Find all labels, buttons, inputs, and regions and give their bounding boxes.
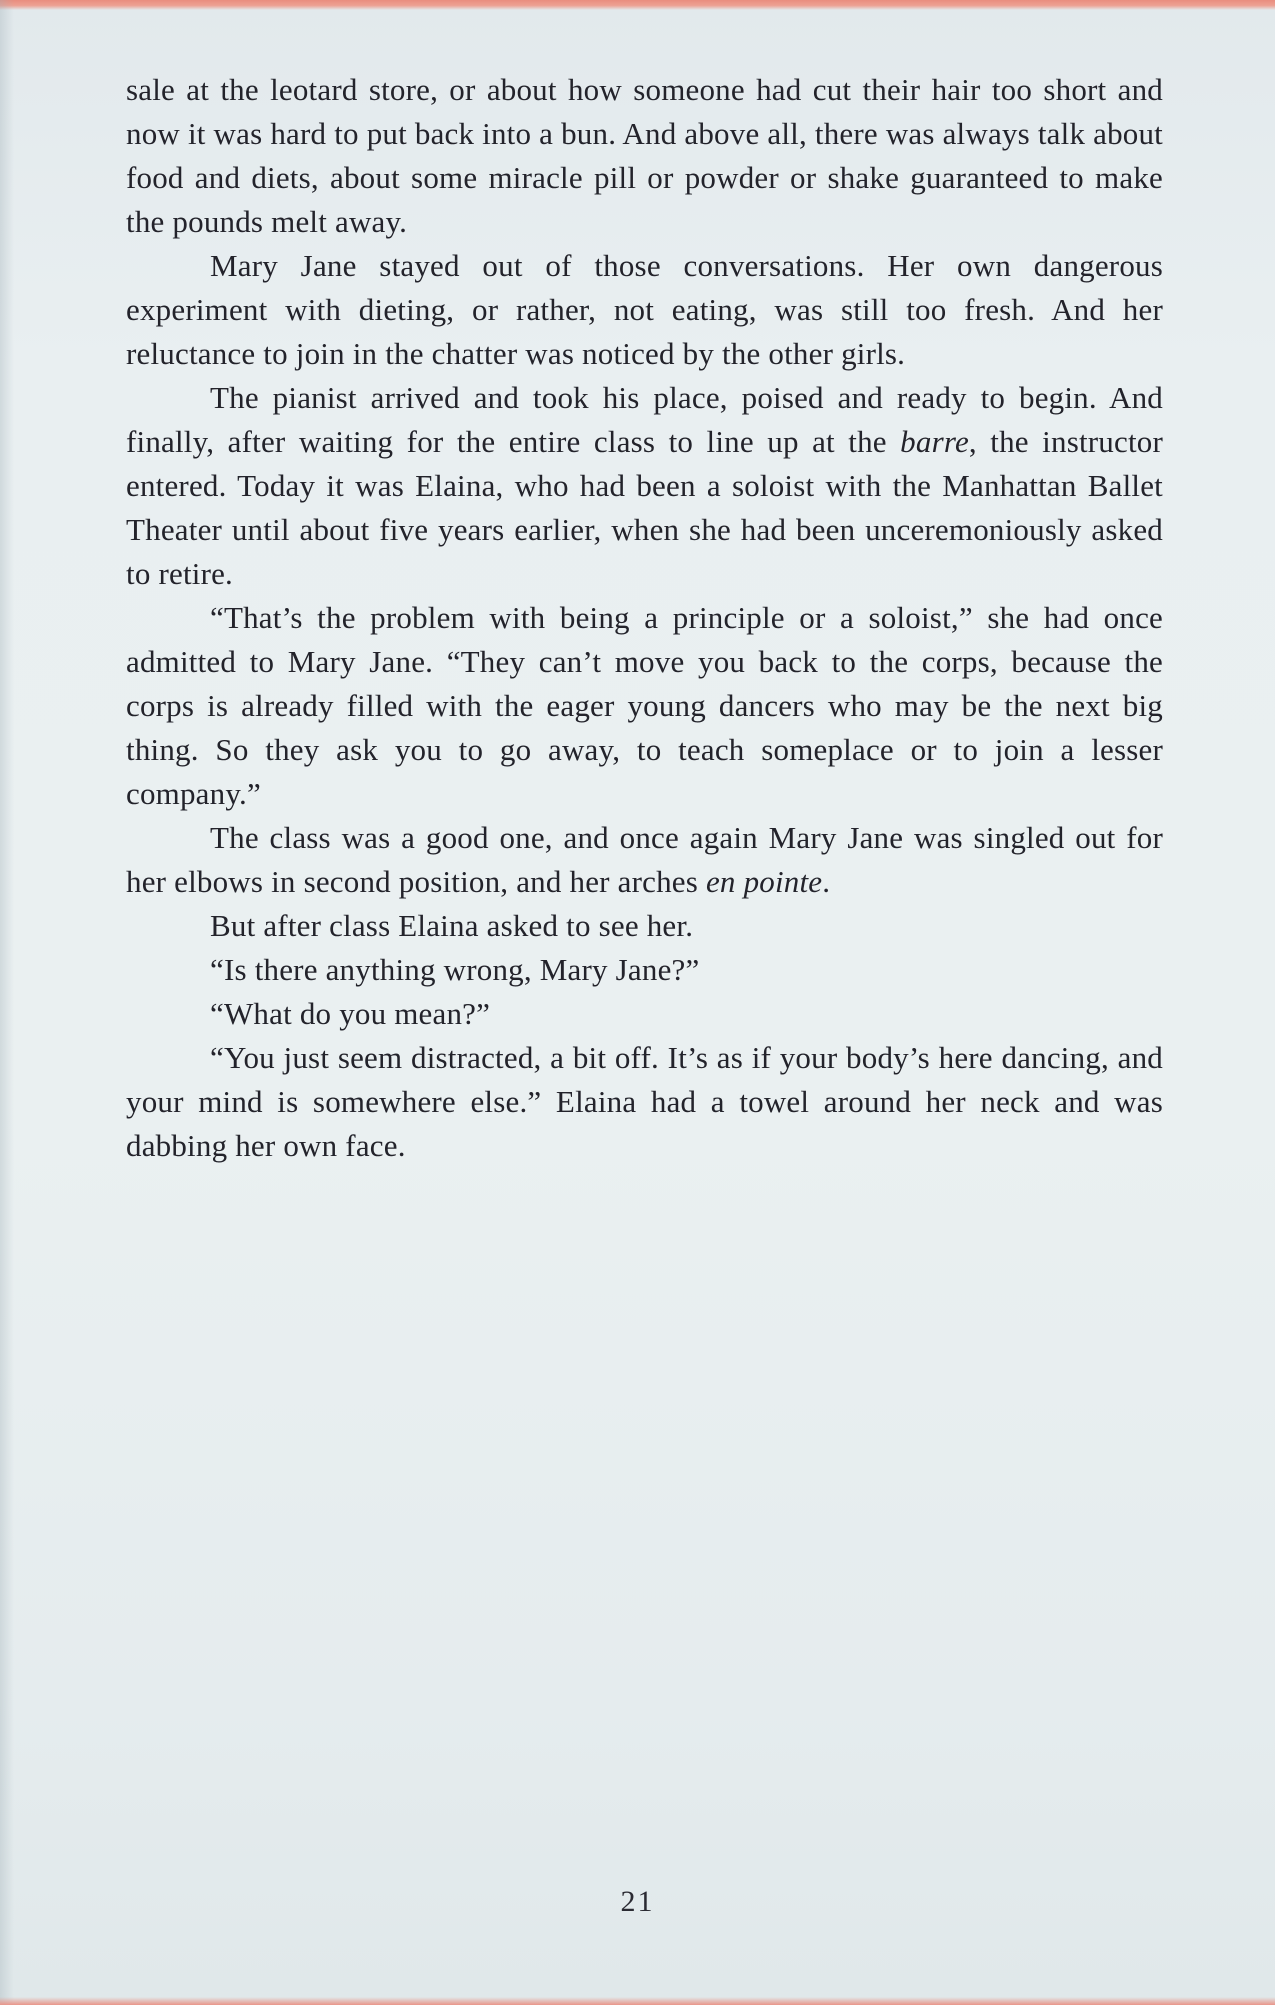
paragraph [126,376,1163,596]
body-text: “That’s the problem with being a principle or a soloist,” she had once admitted to Mary Jane. “They can’t move you back to the corps, because the corps is already filled with the eager young dancers who may be the next big thing. So they ask you to go away, to teach someplace or to join a lesser company.” [126,600,1163,811]
paragraph [126,816,1163,904]
body-text: “You just seem distracted, a bit off. It’s as if your body’s here dancing, and your mind is somewhere else.” Elaina had a towel around her neck and was dabbing her own face. [126,1040,1163,1163]
paragraph [126,596,1163,816]
body-text: But after class Elaina asked to see her. [210,908,694,943]
scan-edge-top [0,0,1275,10]
paragraph [126,68,1163,244]
paragraph [126,244,1163,376]
italic-text: barre [900,424,969,459]
paragraph [126,1036,1163,1168]
body-text: sale at the leotard store, or about how someone had cut their hair too short and now it was hard to put back into a bun. And above all, there was always talk about food and diets, about some miracle pill or powder or shake guaranteed to make the pounds melt away. [126,72,1163,239]
body-text: “What do you mean?” [210,996,491,1031]
paragraph [126,948,1163,992]
paragraph [126,992,1163,1036]
body-text: The class was a good one, and once again Mary Jane was singled out for her elbows in second position, and her arches [126,820,1163,899]
page-number: 21 [620,1885,655,1918]
body-text: , the instructor entered. Today it was Elaina, who had been a soloist with the Manhattan Ballet Theater until about five years earlier, when she had been unceremoniously asked to retire. [126,424,1163,591]
body-text: Mary Jane stayed out of those conversations. Her own dangerous experiment with dieting, or rather, not eating, was still too fresh. And her reluctance to join in the chatter was noticed by the other girls. [126,248,1163,371]
body-text: . [822,864,831,899]
page-text [126,68,1163,1168]
scan-edge-bottom [0,1997,1275,2005]
body-text: The pianist arrived and took his place, poised and ready to begin. And finally, after waiting for the entire class to line up at the [126,380,1163,459]
paragraph [126,904,1163,948]
body-text: “Is there anything wrong, Mary Jane?” [210,952,700,987]
scan-edge-left [0,0,14,2005]
italic-text: en pointe [705,864,823,899]
